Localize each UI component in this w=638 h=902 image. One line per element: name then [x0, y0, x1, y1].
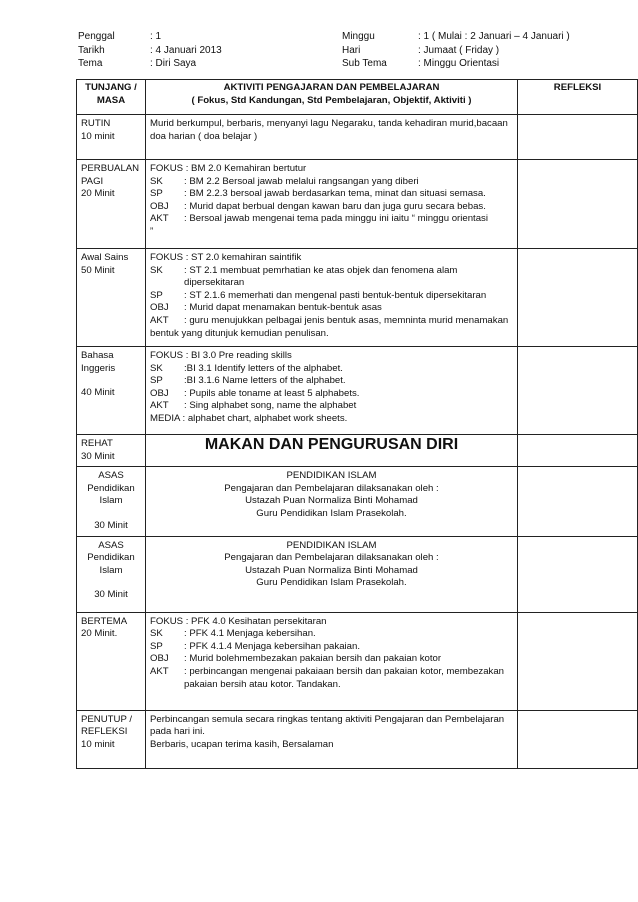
content-line: Berbaris, ucapan terima kasih, Bersalaman — [150, 738, 334, 750]
row-content — [146, 115, 518, 160]
obj-line — [150, 302, 513, 315]
label-line: Inggeris — [81, 362, 116, 374]
row-label — [77, 115, 146, 160]
sp-key: SP — [150, 289, 163, 301]
label-line: Bahasa — [81, 350, 114, 361]
penggal-value: : 1 — [150, 31, 162, 42]
minggu-value: : 1 ( Mulai : 2 Januari – 4 Januari ) — [418, 31, 570, 42]
label-line: PAGI — [81, 175, 104, 187]
tarikh-value: : 4 Januari 2013 — [150, 44, 222, 56]
row-content — [146, 536, 518, 612]
document-header — [78, 30, 598, 71]
table-row-rehat — [77, 435, 638, 467]
sp-value: : BM 2.2.3 bersoal jawab berdasarkan tema, minat dan situasi semasa. — [184, 188, 486, 200]
obj-line — [150, 388, 513, 401]
fokus-line: FOKUS : BM 2.0 Kemahiran bertutur — [150, 163, 307, 174]
refleksi-cell — [518, 435, 638, 467]
spacer — [81, 577, 141, 589]
label-line: Pendidikan — [87, 552, 135, 564]
activity-text: Murid berkumpul, berbaris, menyanyi lagu Negaraku, tanda kehadiran murid,bacaan doa harian ( doa belajar ) — [150, 118, 508, 142]
table-row-asas-2 — [77, 536, 638, 612]
sp-value: : ST 2.1.6 memerhati dan mengenal pasti bentuk-bentuk dipersekitaran — [184, 289, 487, 301]
content-line: Pengajaran dan Pembelajaran dilaksanakan oleh : — [224, 482, 439, 494]
subtema-label: Sub Tema — [342, 58, 387, 69]
label-line: 30 Minit — [94, 589, 128, 601]
label-line: 30 Minit — [94, 519, 128, 531]
subject-title: PENDIDIKAN ISLAM — [286, 539, 377, 551]
sk-value: :BI 3.1 Identify letters of the alphabet. — [184, 362, 343, 374]
table-row-penutup — [77, 710, 638, 768]
row-label — [77, 435, 146, 467]
teacher-name: Ustazah Puan Normaliza Binti Mohamad — [245, 495, 418, 507]
content-line: Pengajaran dan Pembelajaran dilaksanakan oleh : — [224, 552, 439, 564]
row-label — [77, 467, 146, 536]
label-line: REHAT — [81, 438, 113, 449]
fokus-line: FOKUS : PFK 4.0 Kesihatan persekitaran — [150, 615, 327, 627]
tarikh-label: Tarikh — [78, 44, 105, 56]
label-line: ASAS — [98, 539, 124, 551]
refleksi-cell — [518, 467, 638, 536]
sk-line — [150, 363, 513, 376]
obj-key: OBJ — [150, 653, 169, 665]
obj-key: OBJ — [150, 200, 169, 212]
refleksi-cell — [518, 347, 638, 435]
akt-key: AKT — [150, 400, 169, 412]
rehat-title: MAKAN DAN PENGURUSAN DIRI — [146, 435, 518, 467]
akt-line — [150, 666, 513, 679]
subtema-value: : Minggu Orientasi — [418, 58, 500, 69]
obj-line — [150, 653, 513, 666]
header-text: TUNJANG / — [85, 82, 137, 93]
sk-key: SK — [150, 264, 163, 276]
akt-key: AKT — [150, 665, 169, 677]
akt-value: : Sing alphabet song, name the alphabet — [184, 400, 357, 412]
row-content — [146, 249, 518, 347]
label-line: 10 minit — [81, 130, 115, 142]
akt-value: : perbincangan mengenai pakaiaan bersih dan pakaian kotor, membezakan — [184, 665, 505, 677]
table-row-asas-1 — [77, 467, 638, 536]
sp-key: SP — [150, 640, 163, 652]
row-label — [77, 249, 146, 347]
spacer — [81, 508, 141, 520]
label-line: Islam — [99, 564, 123, 576]
sk-value: : BM 2.2 Bersoal jawab melalui rangsangan yang diberi — [184, 175, 419, 187]
sp-key: SP — [150, 375, 163, 387]
content-line: Perbincangan semula secara ringkas tentang aktiviti Pengajaran dan Pembelajaran — [150, 713, 505, 725]
teacher-role: Guru Pendidikan Islam Prasekolah. — [256, 577, 407, 589]
label-line: Pendidikan — [87, 482, 135, 494]
sp-value: : PFK 4.1.4 Menjaga kebersihan pakaian. — [184, 640, 360, 652]
akt-line — [150, 315, 513, 328]
label-line: BERTEMA — [81, 615, 128, 627]
akt-key: AKT — [150, 213, 169, 225]
label-line: 40 Minit — [81, 387, 115, 399]
media-line: MEDIA : alphabet chart, alphabet work sheets. — [150, 412, 348, 424]
refleksi-cell — [518, 160, 638, 249]
akt-value: : Bersoal jawab mengenai tema pada minggu ini iaitu “ minggu orientasi — [184, 213, 488, 225]
sp-key: SP — [150, 188, 163, 200]
lesson-plan-table — [76, 79, 638, 769]
label-line: ASAS — [98, 470, 124, 482]
header-text: MASA — [96, 94, 126, 106]
tema-value: : Diri Saya — [150, 58, 197, 69]
fokus-line: FOKUS : ST 2.0 kemahiran saintifik — [150, 252, 302, 263]
obj-key: OBJ — [150, 302, 169, 314]
obj-value: : Murid bolehmembezakan pakaian bersih dan pakaian kotor — [184, 653, 442, 665]
row-content — [146, 160, 518, 249]
table-row-rutin — [77, 115, 638, 160]
obj-line — [150, 201, 513, 214]
sk-line — [150, 176, 513, 189]
header-text: REFLEKSI — [553, 82, 602, 93]
obj-value: : Murid dapat berbual dengan kawan baru dan juga guru secara bebas. — [184, 200, 486, 212]
sk-value: : PFK 4.1 Menjaga kebersihan. — [184, 628, 316, 640]
label-line: REFLEKSI — [81, 726, 128, 738]
sp-line — [150, 375, 513, 388]
tema-label: Tema — [78, 58, 103, 69]
sk-key: SK — [150, 362, 163, 374]
label-line: PENUTUP / — [81, 713, 132, 725]
row-label — [77, 536, 146, 612]
refleksi-cell — [518, 710, 638, 768]
table-row-perbualan — [77, 160, 638, 249]
refleksi-cell — [518, 536, 638, 612]
fokus-line: FOKUS : BI 3.0 Pre reading skills — [150, 350, 292, 361]
label-line: 50 Minit — [81, 264, 115, 276]
akt-key: AKT — [150, 314, 169, 326]
row-content — [146, 710, 518, 768]
header-text: AKTIVITI PENGAJARAN DAN PEMBELAJARAN — [223, 82, 440, 93]
teacher-name: Ustazah Puan Normaliza Binti Mohamad — [245, 564, 418, 576]
header-aktiviti — [146, 80, 518, 115]
akt-line — [150, 400, 513, 413]
continuation-line: ” — [150, 225, 154, 237]
label-line: Awal Sains — [81, 252, 129, 263]
minggu-label: Minggu — [342, 31, 375, 42]
row-content — [146, 347, 518, 435]
header-refleksi — [518, 80, 638, 115]
hari-value: : Jumaat ( Friday ) — [418, 44, 500, 56]
table-row-bahasa-inggeris — [77, 347, 638, 435]
sk-line — [150, 628, 513, 641]
continuation-line: pakaian bersih atau kotor. Tandakan. — [184, 678, 341, 690]
row-content — [146, 467, 518, 536]
akt-value: : guru menujukkan pelbagai jenis bentuk asas, memninta murid menamakan — [184, 314, 509, 326]
label-line: 30 Minit — [81, 450, 115, 462]
header-text: ( Fokus, Std Kandungan, Std Pembelajaran, Objektif, Aktiviti ) — [191, 94, 472, 106]
content-line: pada hari ini. — [150, 726, 205, 738]
obj-key: OBJ — [150, 387, 169, 399]
subject-title: PENDIDIKAN ISLAM — [286, 470, 377, 482]
hari-label: Hari — [342, 44, 361, 56]
spacer — [81, 375, 141, 387]
row-label — [77, 160, 146, 249]
row-content — [146, 612, 518, 710]
obj-value: : Murid dapat menamakan bentuk-bentuk asas — [184, 302, 382, 314]
label-line: PERBUALAN — [81, 163, 140, 174]
sk-line — [150, 265, 513, 290]
sk-key: SK — [150, 628, 163, 640]
row-label — [77, 710, 146, 768]
header-tunjang-masa — [77, 80, 146, 115]
akt-line — [150, 213, 513, 226]
sp-line — [150, 290, 513, 303]
obj-value: : Pupils able toname at least 5 alphabets. — [184, 387, 360, 399]
sp-line — [150, 188, 513, 201]
label-line: 20 Minit. — [81, 628, 118, 640]
teacher-role: Guru Pendidikan Islam Prasekolah. — [256, 507, 407, 519]
refleksi-cell — [518, 612, 638, 710]
table-row-bertema — [77, 612, 638, 710]
sp-line — [150, 641, 513, 654]
table-row-awal-sains — [77, 249, 638, 347]
label-line: Islam — [99, 495, 123, 507]
refleksi-cell — [518, 115, 638, 160]
penggal-label: Penggal — [78, 31, 115, 42]
continuation-line: bentuk yang ditunjuk kemudian penulisan. — [150, 327, 329, 339]
label-line: 10 minit — [81, 738, 115, 750]
label-line: RUTIN — [81, 118, 111, 129]
sp-value: :BI 3.1.6 Name letters of the alphabet. — [184, 375, 346, 387]
table-header-row — [77, 80, 638, 115]
sk-key: SK — [150, 175, 163, 187]
sk-value: : ST 2.1 membuat pemrhatian ke atas objek dan fenomena alam dipersekitaran — [184, 264, 458, 289]
row-label — [77, 612, 146, 710]
row-label — [77, 347, 146, 435]
label-line: 20 Minit — [81, 188, 115, 200]
refleksi-cell — [518, 249, 638, 347]
